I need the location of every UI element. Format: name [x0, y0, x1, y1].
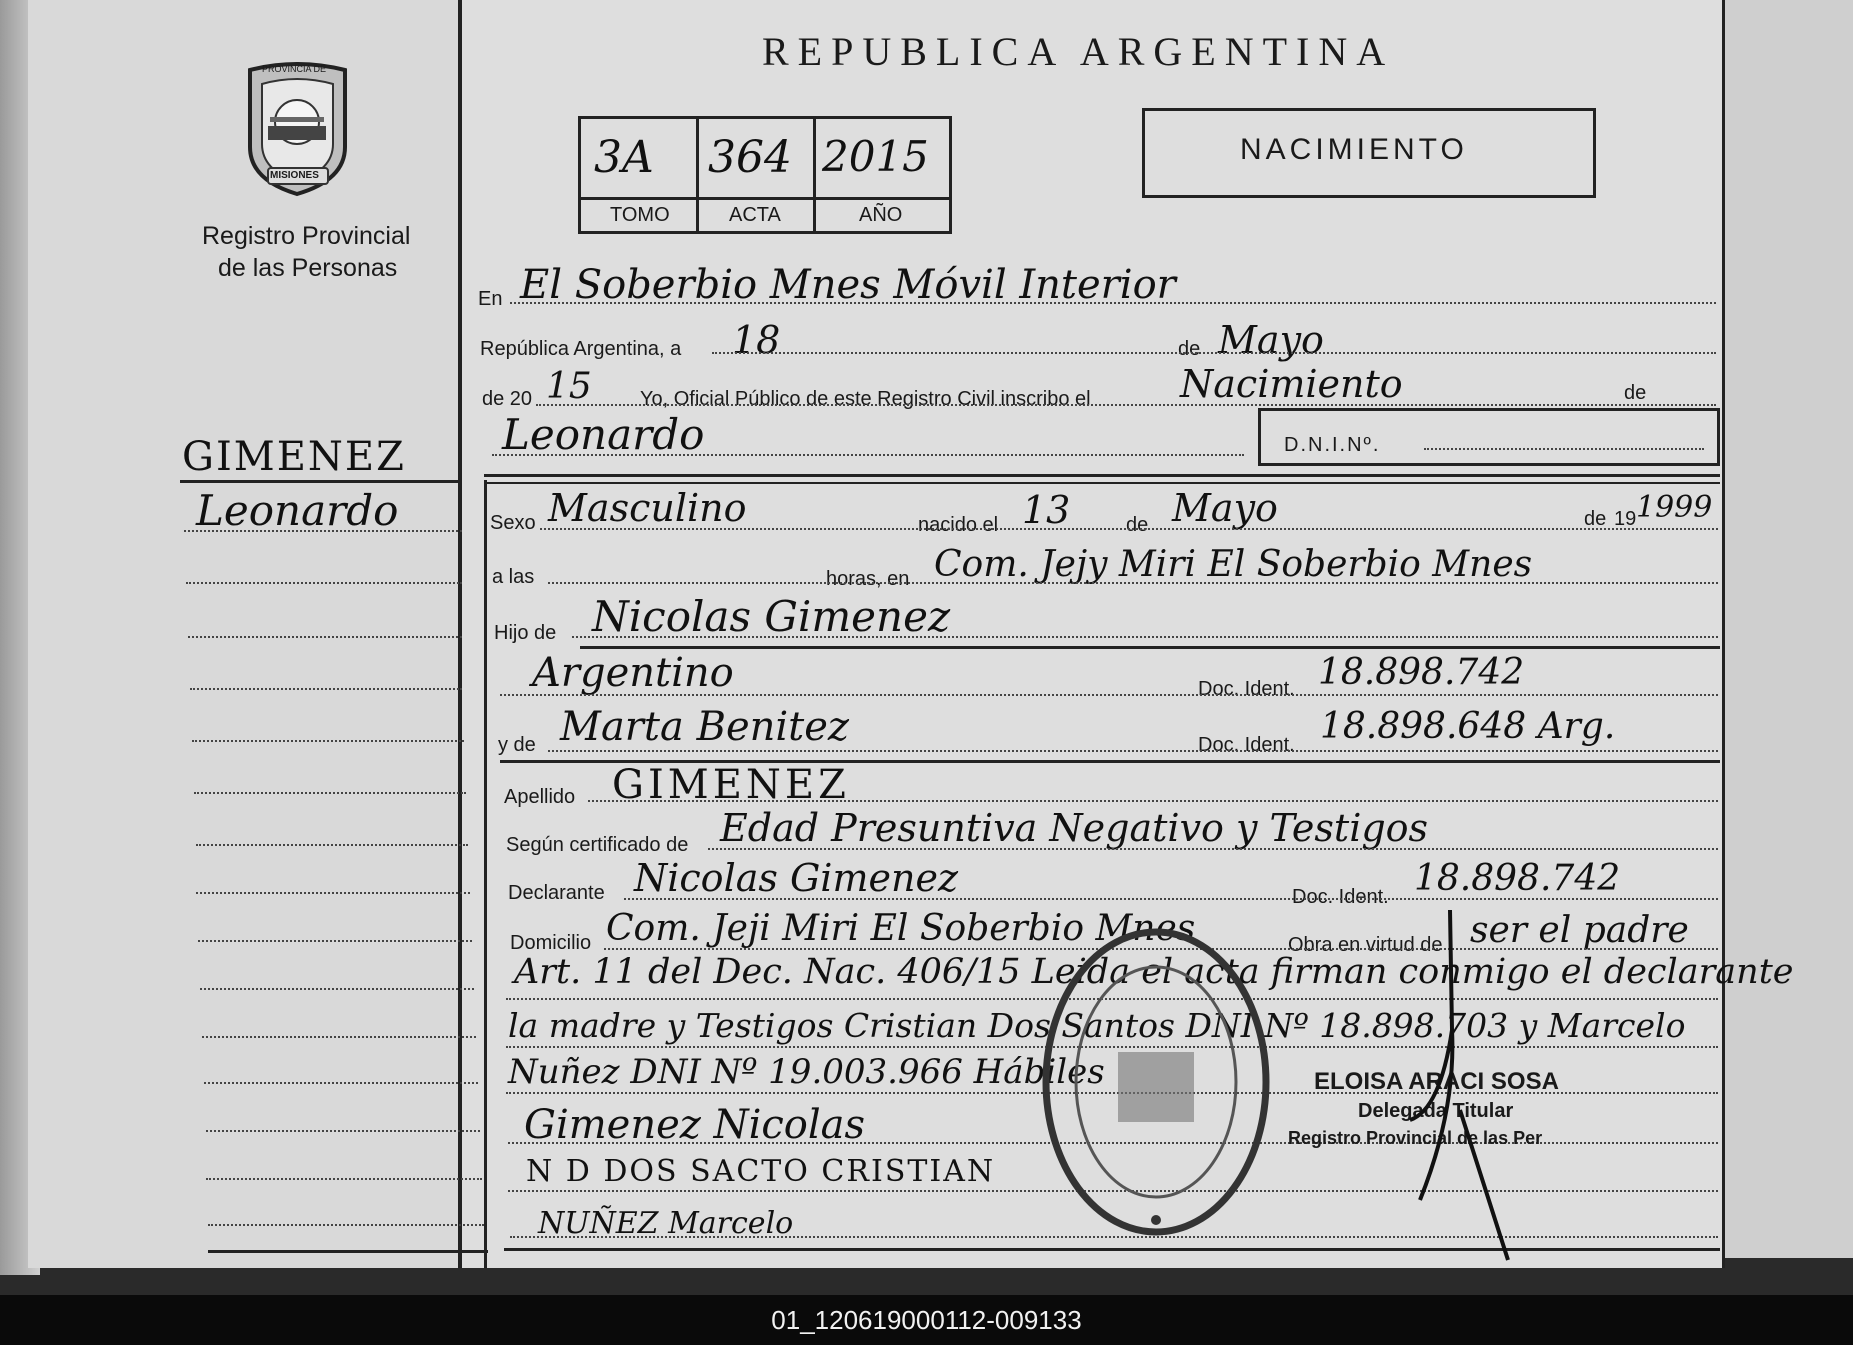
birth-month: Mayo — [1172, 486, 1278, 530]
place-value: El Soberbio Mnes Móvil Interior — [520, 262, 1176, 308]
declarante-value: Nicolas Gimenez — [634, 856, 958, 900]
signature-witness-1: N D DOS SACTO CRISTIAN — [526, 1154, 996, 1189]
child-name: Leonardo — [502, 410, 705, 459]
note-line-1: Art. 11 del Dec. Nac. 406/15 Leida el acta firman conmigo el declarante — [514, 952, 1794, 992]
inner-border — [484, 480, 487, 1268]
doc-label-mother: Doc. Ident. — [1198, 734, 1295, 756]
month-value: Mayo — [1218, 318, 1324, 362]
de-label-3: de — [1126, 514, 1149, 536]
official-office: Registro Provincial de las Per — [1288, 1128, 1543, 1148]
official-name: ELOISA ARACI SOSA — [1314, 1068, 1559, 1095]
declarante-doc: 18.898.742 — [1414, 858, 1621, 899]
birth-day: 13 — [1022, 488, 1071, 532]
de-label-2: de — [1624, 382, 1647, 404]
acta-label: ACTA — [729, 204, 781, 226]
inscribo-value: Nacimiento — [1180, 362, 1403, 406]
declarante-label: Declarante — [508, 882, 605, 904]
doc-label-declarante: Doc. Ident. — [1292, 886, 1389, 908]
margin-surname: GIMENEZ — [182, 434, 406, 480]
hijo-label: Hijo de — [494, 622, 557, 644]
mother-name: Marta Benitez — [560, 704, 850, 750]
margin-given-name: Leonardo — [196, 486, 399, 535]
right-page-edge — [1723, 0, 1853, 1258]
tomo-value: 3A — [594, 132, 654, 183]
official-signature — [1390, 910, 1510, 1270]
emblem-text-bottom: MISIONES — [270, 170, 319, 181]
sexo-value: Masculino — [548, 486, 747, 530]
en-label: En — [478, 288, 503, 310]
page-right-border — [1722, 0, 1725, 1268]
certificado-label: Según certificado de — [506, 834, 689, 856]
mother-doc: 18.898.648 Arg. — [1320, 706, 1616, 747]
father-doc: 18.898.742 — [1318, 652, 1525, 693]
official-seal — [1036, 922, 1276, 1247]
birth-year: 1999 — [1636, 490, 1713, 525]
day-value: 18 — [732, 318, 781, 362]
father-nationality: Argentino — [532, 650, 734, 696]
de-label-1: de — [1178, 338, 1201, 360]
note-line-2: la madre y Testigos Cristian Dos Santos DNI Nº 18.898.703 y Marcelo — [508, 1006, 1686, 1045]
apellido-value: GIMENEZ — [612, 762, 850, 808]
registry-name-line2: de las Personas — [218, 254, 398, 282]
misiones-emblem — [240, 62, 355, 202]
acta-value: 364 — [708, 132, 792, 183]
birth-year-print: 19 — [1614, 508, 1637, 530]
anio-label: AÑO — [859, 204, 903, 226]
sexo-label: Sexo — [490, 512, 536, 534]
emblem-text-top: PROVINCIA DE — [262, 64, 327, 74]
domicilio-value: Com. Jeji Miri El Soberbio Mnes — [606, 908, 1196, 949]
certificado-value: Edad Presuntiva Negativo y Testigos — [720, 806, 1429, 850]
anio-value: 2015 — [822, 132, 929, 181]
obra-value: ser el padre — [1470, 910, 1689, 951]
official-title: Delegada Titular — [1358, 1100, 1514, 1122]
signature-witness-2: NUÑEZ Marcelo — [538, 1206, 794, 1241]
year-prefix: de 20 — [482, 388, 533, 410]
father-name: Nicolas Gimenez — [592, 592, 951, 641]
country-title: REPUBLICA ARGENTINA — [762, 29, 1395, 74]
inscribo-label: Yo, Oficial Público de este Registro Civil inscribo el — [640, 388, 1091, 410]
republica-label: República Argentina, a — [480, 338, 682, 360]
birth-place: Com. Jejy Miri El Soberbio Mnes — [934, 544, 1533, 585]
record-type: NACIMIENTO — [1240, 133, 1468, 166]
domicilio-label: Domicilio — [510, 932, 592, 954]
dni-label: D.N.I.Nº. — [1284, 434, 1381, 456]
horas-label: horas, en — [826, 568, 910, 590]
apellido-label: Apellido — [504, 786, 576, 808]
nacido-label: nacido el — [918, 514, 999, 536]
note-line-3: Nuñez DNI Nº 19.003.966 Hábiles — [508, 1052, 1105, 1092]
year-suffix: 15 — [546, 366, 592, 407]
alas-label: a las — [492, 566, 535, 588]
yde-label: y de — [498, 734, 536, 756]
seal-icon — [1036, 922, 1276, 1242]
doc-label-father: Doc. Ident. — [1198, 678, 1295, 700]
de-label-4: de — [1584, 508, 1607, 530]
registry-name-line1: Registro Provincial — [202, 222, 411, 250]
tomo-label: TOMO — [610, 204, 670, 226]
page-left-border — [458, 0, 462, 1268]
image-id-footer: 01_120619000112-009133 — [0, 1295, 1853, 1345]
signature-father: Gimenez Nicolas — [524, 1102, 866, 1148]
obra-label: Obra en virtud de — [1288, 934, 1443, 956]
